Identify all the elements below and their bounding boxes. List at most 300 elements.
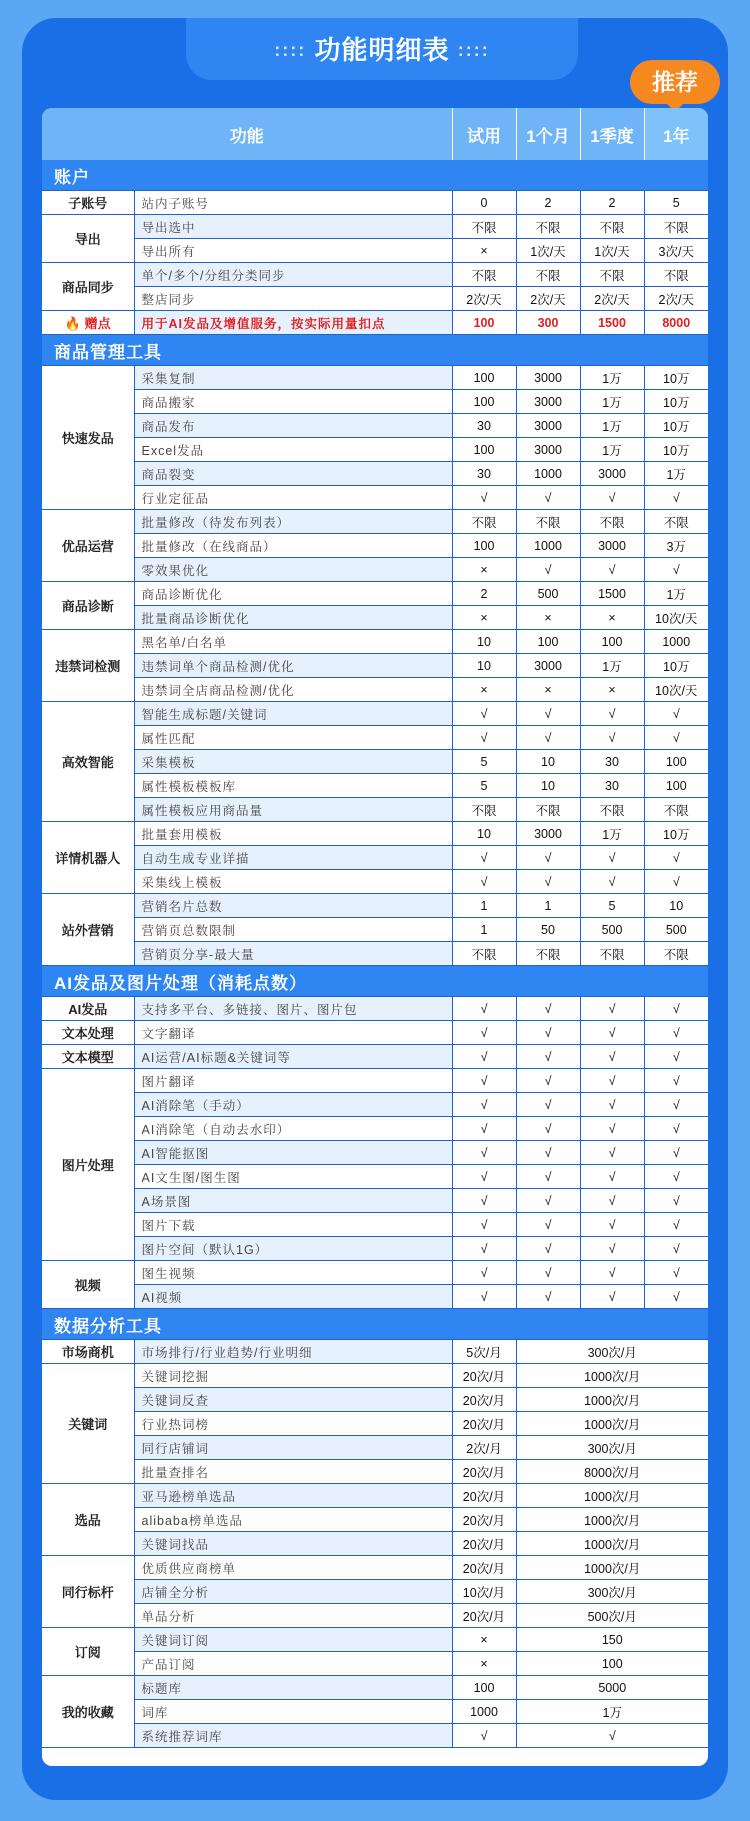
value-paid: √ xyxy=(516,1724,708,1748)
table-row xyxy=(42,774,708,798)
category-label: 赠点 xyxy=(84,316,111,331)
value-1-quarter: 1万 xyxy=(580,414,644,438)
value-1-year: 10次/天 xyxy=(644,678,708,702)
value-1-month: √ xyxy=(516,1213,580,1237)
table-body xyxy=(42,160,708,1748)
value-1-month: √ xyxy=(516,1189,580,1213)
value-1-year: 10万 xyxy=(644,438,708,462)
value-1-quarter: 30 xyxy=(580,774,644,798)
value-trial: 20次/月 xyxy=(452,1484,516,1508)
table-row xyxy=(42,1069,708,1093)
table-row xyxy=(42,191,708,215)
table-row xyxy=(42,894,708,918)
value-paid: 1万 xyxy=(516,1700,708,1724)
feature-cell: 亚马逊榜单选品 xyxy=(134,1484,452,1508)
value-trial: × xyxy=(452,678,516,702)
value-1-year: √ xyxy=(644,1045,708,1069)
feature-cell: 商品搬家 xyxy=(134,390,452,414)
value-1-quarter: 不限 xyxy=(580,798,644,822)
value-1-year: 3万 xyxy=(644,534,708,558)
table-row xyxy=(42,1340,708,1364)
section-title: 账户 xyxy=(42,160,708,191)
value-1-quarter: 2次/天 xyxy=(580,287,644,311)
value-1-quarter: √ xyxy=(580,1261,644,1285)
category-cell: 视频 xyxy=(42,1261,134,1309)
value-trial: √ xyxy=(452,1141,516,1165)
value-1-quarter: 1500 xyxy=(580,582,644,606)
table-row xyxy=(42,462,708,486)
category-cell: 同行标杆 xyxy=(42,1556,134,1628)
value-1-quarter: √ xyxy=(580,1141,644,1165)
value-trial: √ xyxy=(452,1165,516,1189)
value-trial: √ xyxy=(452,997,516,1021)
value-1-month: 不限 xyxy=(516,263,580,287)
value-trial: 10 xyxy=(452,654,516,678)
value-paid: 300次/月 xyxy=(516,1340,708,1364)
feature-cell: AI运营/AI标题&关键词等 xyxy=(134,1045,452,1069)
table-row xyxy=(42,1628,708,1652)
table-row xyxy=(42,1436,708,1460)
feature-cell: 支持多平台、多链接、图片、图片包 xyxy=(134,997,452,1021)
category-cell: 站外营销 xyxy=(42,894,134,966)
category-cell xyxy=(42,311,134,335)
value-trial: 不限 xyxy=(452,215,516,239)
value-1-month: 3000 xyxy=(516,390,580,414)
category-cell: 商品诊断 xyxy=(42,582,134,630)
value-1-quarter: 1万 xyxy=(580,654,644,678)
table-row xyxy=(42,1093,708,1117)
category-cell: 我的收藏 xyxy=(42,1676,134,1748)
value-1-quarter: √ xyxy=(580,1213,644,1237)
category-cell: 详情机器人 xyxy=(42,822,134,894)
feature-cell: 文字翻译 xyxy=(134,1021,452,1045)
value-1-year: 500 xyxy=(644,918,708,942)
value-1-month: 3000 xyxy=(516,822,580,846)
feature-cell: 导出所有 xyxy=(134,239,452,263)
value-trial: 100 xyxy=(452,1676,516,1700)
value-trial: × xyxy=(452,239,516,263)
header-feature: 功能 xyxy=(42,108,452,160)
feature-cell: 违禁词单个商品检测/优化 xyxy=(134,654,452,678)
table-row xyxy=(42,414,708,438)
value-trial: 30 xyxy=(452,414,516,438)
feature-cell: 同行店铺词 xyxy=(134,1436,452,1460)
table-row xyxy=(42,1213,708,1237)
value-paid: 1000次/月 xyxy=(516,1412,708,1436)
value-1-month: √ xyxy=(516,726,580,750)
feature-cell: 行业热词榜 xyxy=(134,1412,452,1436)
feature-cell: 商品发布 xyxy=(134,414,452,438)
section-title: AI发品及图片处理（消耗点数） xyxy=(42,966,708,997)
value-1-year: 不限 xyxy=(644,798,708,822)
value-1-quarter: 1次/天 xyxy=(580,239,644,263)
value-trial: 5 xyxy=(452,774,516,798)
section-header xyxy=(42,966,708,997)
value-trial: 不限 xyxy=(452,798,516,822)
value-1-year: √ xyxy=(644,1093,708,1117)
value-trial: 20次/月 xyxy=(452,1604,516,1628)
table-row xyxy=(42,558,708,582)
value-1-quarter: √ xyxy=(580,1285,644,1309)
table-row xyxy=(42,239,708,263)
value-1-month: √ xyxy=(516,870,580,894)
value-1-year: √ xyxy=(644,702,708,726)
value-1-month: √ xyxy=(516,486,580,510)
feature-cell: 批量套用模板 xyxy=(134,822,452,846)
value-1-quarter: 不限 xyxy=(580,215,644,239)
table-row xyxy=(42,390,708,414)
value-trial: √ xyxy=(452,726,516,750)
value-1-year: √ xyxy=(644,558,708,582)
value-1-year: 10万 xyxy=(644,366,708,390)
table-row xyxy=(42,215,708,239)
value-1-month: 300 xyxy=(516,311,580,335)
value-1-quarter: √ xyxy=(580,702,644,726)
value-1-month: 不限 xyxy=(516,942,580,966)
feature-cell: 营销页总数限制 xyxy=(134,918,452,942)
feature-cell: 关键词挖掘 xyxy=(134,1364,452,1388)
feature-cell: 采集线上模板 xyxy=(134,870,452,894)
value-1-quarter: × xyxy=(580,606,644,630)
value-1-year: √ xyxy=(644,997,708,1021)
value-trial: 20次/月 xyxy=(452,1508,516,1532)
value-1-year: 10万 xyxy=(644,822,708,846)
table-row xyxy=(42,846,708,870)
page-title: 功能明细表 xyxy=(314,35,450,65)
table-row xyxy=(42,263,708,287)
value-1-month: 不限 xyxy=(516,215,580,239)
value-1-quarter: 1万 xyxy=(580,366,644,390)
value-1-month: 10 xyxy=(516,750,580,774)
value-1-month: √ xyxy=(516,558,580,582)
value-1-month: √ xyxy=(516,997,580,1021)
value-1-quarter: √ xyxy=(580,846,644,870)
value-1-month: 100 xyxy=(516,630,580,654)
value-1-year: 不限 xyxy=(644,942,708,966)
table-row xyxy=(42,654,708,678)
table-row xyxy=(42,1676,708,1700)
header-1-year: 1年 xyxy=(644,108,708,160)
feature-cell: 店铺全分析 xyxy=(134,1580,452,1604)
section-header xyxy=(42,335,708,366)
value-trial: 20次/月 xyxy=(452,1532,516,1556)
category-cell: 文本处理 xyxy=(42,1021,134,1045)
value-1-quarter: √ xyxy=(580,1165,644,1189)
value-trial: 不限 xyxy=(452,510,516,534)
value-paid: 100 xyxy=(516,1652,708,1676)
feature-cell: 营销名片总数 xyxy=(134,894,452,918)
value-1-month: 3000 xyxy=(516,414,580,438)
feature-cell: 黑名单/白名单 xyxy=(134,630,452,654)
value-1-month: × xyxy=(516,606,580,630)
value-trial: √ xyxy=(452,1189,516,1213)
value-1-month: 不限 xyxy=(516,798,580,822)
value-1-year: √ xyxy=(644,1021,708,1045)
value-1-year: 100 xyxy=(644,750,708,774)
feature-cell: 采集模板 xyxy=(134,750,452,774)
feature-cell: 导出选中 xyxy=(134,215,452,239)
value-trial: × xyxy=(452,558,516,582)
feature-cell: 属性匹配 xyxy=(134,726,452,750)
feature-cell: 站内子账号 xyxy=(134,191,452,215)
value-1-year: 1000 xyxy=(644,630,708,654)
table-row xyxy=(42,1508,708,1532)
value-1-quarter: 30 xyxy=(580,750,644,774)
value-1-year: √ xyxy=(644,1141,708,1165)
feature-cell: 智能生成标题/关键词 xyxy=(134,702,452,726)
feature-cell: 关键词订阅 xyxy=(134,1628,452,1652)
value-trial: × xyxy=(452,1652,516,1676)
value-trial: √ xyxy=(452,1021,516,1045)
value-paid: 1000次/月 xyxy=(516,1532,708,1556)
section-title: 商品管理工具 xyxy=(42,335,708,366)
value-1-year: 5 xyxy=(644,191,708,215)
value-1-year: √ xyxy=(644,1237,708,1261)
feature-cell: 关键词反查 xyxy=(134,1388,452,1412)
value-trial: √ xyxy=(452,486,516,510)
table-row xyxy=(42,1532,708,1556)
value-1-month: √ xyxy=(516,1117,580,1141)
table-row xyxy=(42,1412,708,1436)
table-row xyxy=(42,1484,708,1508)
value-1-month: × xyxy=(516,678,580,702)
table-row xyxy=(42,486,708,510)
value-1-year: 2次/天 xyxy=(644,287,708,311)
value-1-year: 10次/天 xyxy=(644,606,708,630)
feature-cell: 用于AI发品及增值服务，按实际用量扣点 xyxy=(134,311,452,335)
value-trial: 5 xyxy=(452,750,516,774)
table-row xyxy=(42,822,708,846)
value-paid: 500次/月 xyxy=(516,1604,708,1628)
table-row xyxy=(42,678,708,702)
value-1-month: √ xyxy=(516,1141,580,1165)
value-1-month: 1000 xyxy=(516,534,580,558)
table-row xyxy=(42,942,708,966)
table-row xyxy=(42,1580,708,1604)
value-1-year: √ xyxy=(644,1165,708,1189)
value-trial: 1 xyxy=(452,918,516,942)
value-trial: 0 xyxy=(452,191,516,215)
category-cell: 市场商机 xyxy=(42,1340,134,1364)
value-trial: 100 xyxy=(452,438,516,462)
value-1-year: 3次/天 xyxy=(644,239,708,263)
value-1-month: √ xyxy=(516,702,580,726)
table-row xyxy=(42,1700,708,1724)
category-cell: 高效智能 xyxy=(42,702,134,822)
value-trial: √ xyxy=(452,1117,516,1141)
value-trial: 20次/月 xyxy=(452,1460,516,1484)
value-1-month: 50 xyxy=(516,918,580,942)
value-1-month: √ xyxy=(516,846,580,870)
feature-cell: 市场排行/行业趋势/行业明细 xyxy=(134,1340,452,1364)
value-trial: 20次/月 xyxy=(452,1412,516,1436)
value-1-quarter: 不限 xyxy=(580,942,644,966)
value-1-quarter: √ xyxy=(580,1117,644,1141)
feature-cell: 单个/多个/分组分类同步 xyxy=(134,263,452,287)
table-header-row xyxy=(42,108,708,160)
value-1-year: √ xyxy=(644,1213,708,1237)
value-1-month: 3000 xyxy=(516,654,580,678)
table-row xyxy=(42,510,708,534)
title-dots-left: :::: xyxy=(274,40,307,60)
value-1-month: 10 xyxy=(516,774,580,798)
category-cell: 导出 xyxy=(42,215,134,263)
value-trial: √ xyxy=(452,1093,516,1117)
table-row xyxy=(42,630,708,654)
value-paid: 1000次/月 xyxy=(516,1556,708,1580)
table-row xyxy=(42,702,708,726)
value-1-quarter: √ xyxy=(580,870,644,894)
table-row xyxy=(42,366,708,390)
value-trial: 2次/月 xyxy=(452,1436,516,1460)
value-1-month: √ xyxy=(516,1045,580,1069)
feature-cell: A场景图 xyxy=(134,1189,452,1213)
value-trial: 不限 xyxy=(452,942,516,966)
value-trial: 1 xyxy=(452,894,516,918)
feature-cell: AI文生图/图生图 xyxy=(134,1165,452,1189)
value-paid: 150 xyxy=(516,1628,708,1652)
category-cell: 订阅 xyxy=(42,1628,134,1676)
value-1-quarter: 1万 xyxy=(580,438,644,462)
value-trial: 30 xyxy=(452,462,516,486)
value-trial: 20次/月 xyxy=(452,1556,516,1580)
feature-table xyxy=(42,108,708,1748)
feature-cell: AI视频 xyxy=(134,1285,452,1309)
section-title: 数据分析工具 xyxy=(42,1309,708,1340)
value-trial: 100 xyxy=(452,311,516,335)
value-trial: 100 xyxy=(452,390,516,414)
category-cell: 文本模型 xyxy=(42,1045,134,1069)
value-trial: 10次/月 xyxy=(452,1580,516,1604)
value-paid: 1000次/月 xyxy=(516,1364,708,1388)
value-1-quarter: √ xyxy=(580,1237,644,1261)
value-1-year: 8000 xyxy=(644,311,708,335)
value-1-year: √ xyxy=(644,1069,708,1093)
fire-icon: 🔥 xyxy=(64,316,85,331)
table-row xyxy=(42,1021,708,1045)
header-trial: 试用 xyxy=(452,108,516,160)
value-1-year: 1万 xyxy=(644,582,708,606)
feature-cell: 属性模板应用商品量 xyxy=(134,798,452,822)
value-1-year: 1万 xyxy=(644,462,708,486)
value-1-quarter: 不限 xyxy=(580,510,644,534)
feature-cell: 属性模板模板库 xyxy=(134,774,452,798)
feature-cell: 图片下载 xyxy=(134,1213,452,1237)
table-row xyxy=(42,1285,708,1309)
value-trial: √ xyxy=(452,702,516,726)
table-row xyxy=(42,582,708,606)
table-row xyxy=(42,1652,708,1676)
table-row xyxy=(42,1556,708,1580)
value-trial: × xyxy=(452,1628,516,1652)
value-1-year: 10万 xyxy=(644,390,708,414)
feature-cell: 采集复制 xyxy=(134,366,452,390)
value-1-quarter: 5 xyxy=(580,894,644,918)
table-row xyxy=(42,1045,708,1069)
value-1-quarter: √ xyxy=(580,486,644,510)
value-1-quarter: 500 xyxy=(580,918,644,942)
feature-cell: 自动生成专业详描 xyxy=(134,846,452,870)
value-1-year: 100 xyxy=(644,774,708,798)
value-1-year: 不限 xyxy=(644,263,708,287)
feature-cell: 图片翻译 xyxy=(134,1069,452,1093)
feature-cell: alibaba榜单选品 xyxy=(134,1508,452,1532)
value-1-quarter: 1500 xyxy=(580,311,644,335)
value-paid: 1000次/月 xyxy=(516,1388,708,1412)
category-cell: 子账号 xyxy=(42,191,134,215)
table-row xyxy=(42,1237,708,1261)
value-1-year: √ xyxy=(644,1285,708,1309)
table-row xyxy=(42,798,708,822)
feature-cell: 商品裂变 xyxy=(134,462,452,486)
feature-cell: 系统推荐词库 xyxy=(134,1724,452,1748)
table-row xyxy=(42,997,708,1021)
feature-cell: 批量修改（待发布列表） xyxy=(134,510,452,534)
feature-cell: 商品诊断优化 xyxy=(134,582,452,606)
value-trial: 5次/月 xyxy=(452,1340,516,1364)
header-1-month: 1个月 xyxy=(516,108,580,160)
value-1-quarter: 1万 xyxy=(580,822,644,846)
value-trial: 100 xyxy=(452,366,516,390)
table-row xyxy=(42,1388,708,1412)
table-row xyxy=(42,1364,708,1388)
value-1-quarter: 3000 xyxy=(580,534,644,558)
section-header xyxy=(42,160,708,191)
header-1-quarter: 1季度 xyxy=(580,108,644,160)
value-paid: 8000次/月 xyxy=(516,1460,708,1484)
value-1-year: √ xyxy=(644,1117,708,1141)
feature-cell: 图生视频 xyxy=(134,1261,452,1285)
feature-cell: 关键词找品 xyxy=(134,1532,452,1556)
value-1-month: 500 xyxy=(516,582,580,606)
value-trial: √ xyxy=(452,1285,516,1309)
value-1-month: √ xyxy=(516,1285,580,1309)
value-1-quarter: √ xyxy=(580,726,644,750)
table-row xyxy=(42,1165,708,1189)
table-row xyxy=(42,438,708,462)
value-1-year: √ xyxy=(644,1261,708,1285)
category-cell: 优品运营 xyxy=(42,510,134,582)
category-cell: 选品 xyxy=(42,1484,134,1556)
value-1-month: 1 xyxy=(516,894,580,918)
table-row xyxy=(42,1604,708,1628)
value-1-quarter: × xyxy=(580,678,644,702)
value-1-year: √ xyxy=(644,1189,708,1213)
value-trial: 2次/天 xyxy=(452,287,516,311)
value-trial: √ xyxy=(452,1261,516,1285)
recommend-badge: 推荐 xyxy=(630,60,720,104)
table-row xyxy=(42,287,708,311)
feature-cell: 批量修改（在线商品） xyxy=(134,534,452,558)
table-row xyxy=(42,918,708,942)
value-1-quarter: 1万 xyxy=(580,390,644,414)
value-trial: √ xyxy=(452,1045,516,1069)
value-1-year: 10 xyxy=(644,894,708,918)
feature-cell: 营销页分享-最大量 xyxy=(134,942,452,966)
feature-cell: 图片空间（默认1G） xyxy=(134,1237,452,1261)
feature-cell: 产品订阅 xyxy=(134,1652,452,1676)
value-1-month: √ xyxy=(516,1069,580,1093)
value-1-month: √ xyxy=(516,1237,580,1261)
table-row xyxy=(42,606,708,630)
value-trial: √ xyxy=(452,1069,516,1093)
value-1-year: 10万 xyxy=(644,654,708,678)
value-trial: √ xyxy=(452,1724,516,1748)
title-dots-right: :::: xyxy=(457,40,490,60)
table-row xyxy=(42,534,708,558)
value-1-quarter: √ xyxy=(580,1045,644,1069)
value-1-year: 不限 xyxy=(644,510,708,534)
